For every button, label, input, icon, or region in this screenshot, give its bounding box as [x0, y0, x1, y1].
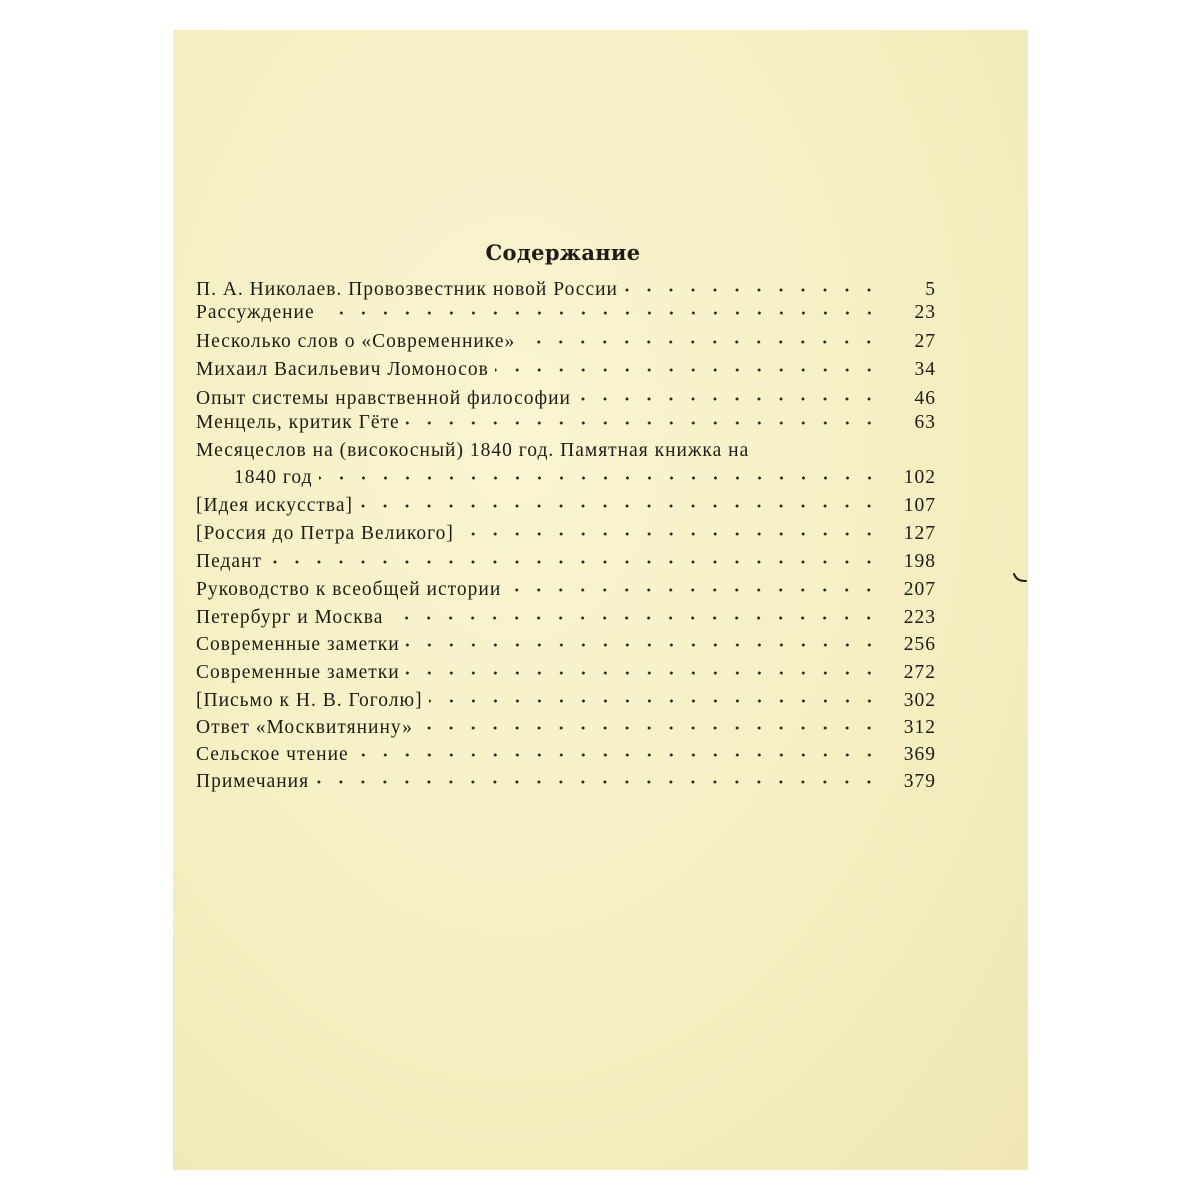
dot-leader	[389, 611, 880, 625]
toc-entry-title: Руководство к всеобщей истории	[196, 579, 502, 600]
toc-entry-page: 107	[903, 495, 936, 516]
toc-entry	[196, 765, 936, 793]
toc-entry-page: 27	[914, 331, 936, 352]
dot-leader	[359, 499, 880, 513]
dot-leader	[495, 363, 880, 377]
toc-entry	[196, 461, 936, 489]
toc-entry	[196, 684, 936, 712]
toc-entry-page: 63	[914, 412, 936, 433]
toc-entry-page: 34	[914, 359, 936, 380]
dot-leader	[315, 775, 880, 789]
toc-entry-page: 369	[903, 744, 936, 765]
toc-entry-title: Месяцеслов на (високосный) 1840 год. Памятная книжка на	[196, 440, 750, 461]
toc-entry	[196, 628, 936, 656]
toc-entry	[196, 738, 936, 766]
toc-entry	[196, 325, 936, 353]
toc-entry-title: Педант	[196, 551, 263, 572]
dot-leader	[321, 306, 880, 320]
toc-entry-page: 5	[925, 279, 936, 300]
book-page	[173, 30, 1028, 1170]
toc-entry-title: П. А. Николаев. Провозвестник новой России	[196, 279, 618, 300]
toc-entry-title: Михаил Васильевич Ломоносов	[196, 359, 489, 380]
toc-entry-title: Сельское чтение	[196, 744, 349, 765]
toc-entry-title: Петербург и Москва	[196, 607, 384, 628]
toc-entry	[196, 573, 936, 601]
dot-leader	[419, 721, 880, 735]
ink-mark	[1013, 573, 1027, 583]
toc-entry-page: 46	[914, 388, 936, 409]
dot-leader	[406, 666, 880, 680]
toc-entry	[196, 489, 936, 517]
toc-entry	[196, 434, 936, 462]
toc-entry-page: 256	[903, 634, 936, 655]
dot-leader	[319, 471, 881, 485]
toc-entry-page: 127	[903, 523, 936, 544]
toc-entry-page: 207	[903, 579, 936, 600]
toc-entry-title: [Письмо к Н. В. Гоголю]	[196, 690, 423, 711]
toc-entry	[196, 296, 936, 324]
dot-leader	[755, 444, 880, 458]
dot-leader	[460, 527, 880, 541]
dot-leader	[406, 638, 880, 652]
toc-entry-title: Менцель, критик Гёте	[196, 412, 400, 433]
toc-entry-title: Рассуждение	[196, 302, 315, 323]
toc-entry-title: 1840 год	[234, 467, 313, 488]
dot-leader	[507, 583, 880, 597]
toc-entry-page: 312	[903, 717, 936, 738]
dot-leader	[521, 335, 880, 349]
toc-entry-page: 379	[903, 771, 936, 792]
dot-leader	[406, 416, 880, 430]
toc-entry-title: Современные заметки	[196, 662, 400, 683]
toc-entry-title: Опыт системы нравственной философии	[196, 388, 571, 409]
toc-entry-page: 198	[903, 551, 936, 572]
toc-entry-page: 302	[903, 690, 936, 711]
dot-leader	[429, 694, 880, 708]
toc-entry-page: 272	[903, 662, 936, 683]
dot-leader	[624, 283, 880, 297]
toc-entry-page: 223	[903, 607, 936, 628]
toc-entry-title: [Россия до Петра Великого]	[196, 523, 454, 544]
toc-entry-title: Несколько слов о «Современнике»	[196, 331, 516, 352]
dot-leader	[577, 392, 880, 406]
dot-leader	[355, 748, 880, 762]
toc-entry	[196, 711, 936, 739]
toc-entry	[196, 601, 936, 629]
toc-entry-title: Современные заметки	[196, 634, 400, 655]
toc-entry	[196, 406, 936, 434]
toc-entry-page: 23	[914, 302, 936, 323]
dot-leader	[268, 555, 880, 569]
toc-entry-title: [Идея искусства]	[196, 495, 353, 516]
toc-entry-title: Примечания	[196, 771, 310, 792]
toc-entry	[196, 517, 936, 545]
toc-entry	[196, 353, 936, 381]
contents-heading: Содержание	[485, 240, 641, 265]
toc-entry	[196, 656, 936, 684]
toc-entry	[196, 545, 936, 573]
toc-entry-page: 102	[903, 467, 936, 488]
toc-entry-title: Ответ «Москвитянину»	[196, 717, 413, 738]
